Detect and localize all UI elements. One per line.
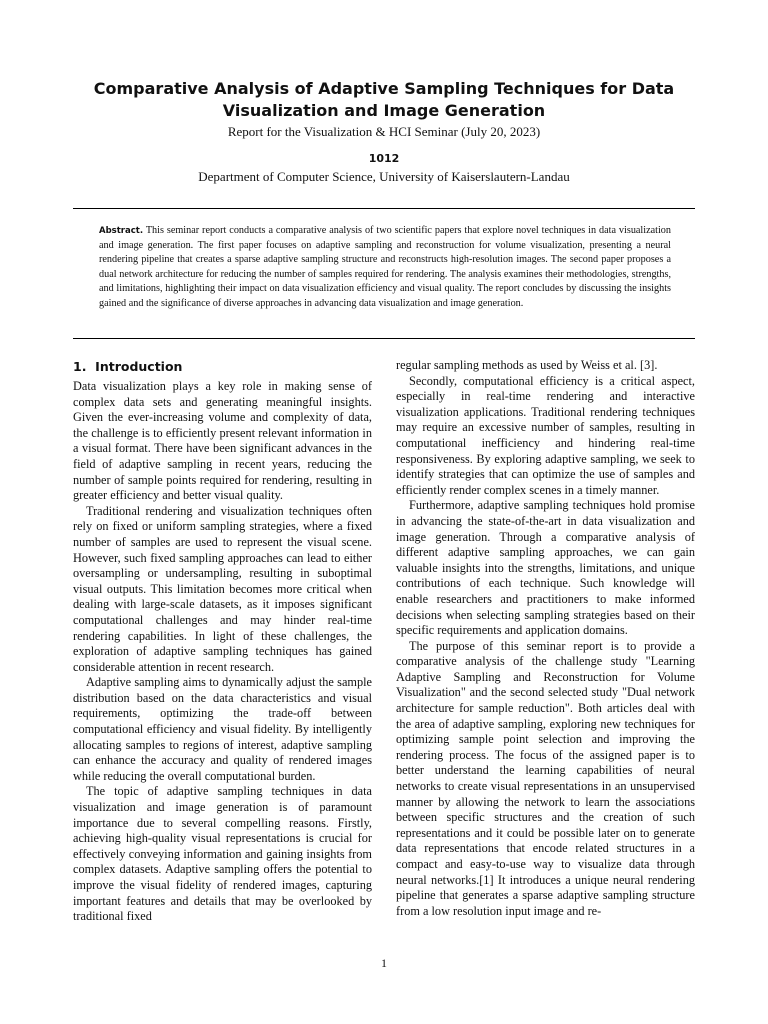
paragraph-4-continued: regular sampling methods as used by Weiss et al. [3]. xyxy=(396,358,658,372)
paragraph-1: Data visualization plays a key role in making sense of complex data sets and generating meaningful insights. Given the ever-increasing volume and complexity of data, the challenge is to efficiently present relevant information in a visual format. There have been significant advances in the field of adaptive sampling in recent years, reducing the number of sample points required for rendering, resulting in greater efficiency and better visual quality. xyxy=(73,379,372,503)
paper-title: Comparative Analysis of Adaptive Sampling Techniques for Data Visualization and Image Generation xyxy=(93,79,675,120)
abstract-bottom-rule xyxy=(73,338,695,339)
paper-subtitle: Report for the Visualization & HCI Seminar (July 20, 2023) xyxy=(227,124,541,139)
right-column xyxy=(396,358,695,919)
paragraph-5: Secondly, computational efficiency is a critical aspect, especially in real-time rendering and interactive visualization applications. Traditional rendering techniques may require an excessive number of samples, resulting in computational inefficiency and hindering real-time responsiveness. By exploring adaptive sampling, we seek to identify strategies that can optimize the use of samples and efficiently render complex scenes in a timely manner. xyxy=(396,373,695,497)
page-number: 1 xyxy=(381,956,387,970)
paragraph-2: Traditional rendering and visualization techniques often rely on fixed or uniform sampling strategies, where a fixed number of samples are used to represent the visual scene. However, such fixed sampling approaches can lead to either oversampling or undersampling, resulting in suboptimal visual outputs. This limitation becomes more critical when dealing with large-scale datasets, as it imposes significant computational challenges and may hinder real-time rendering capabilities. In light of these challenges, the exploration of adaptive sampling techniques has gained considerable attention in recent research. xyxy=(73,503,372,674)
abstract-top-rule xyxy=(73,208,695,209)
paragraph-3: Adaptive sampling aims to dynamically adjust the sample distribution based on the data characteristics and visual requirements, optimizing the trade-off between computational efficiency and visual fidelity. By intelligently allocating samples to regions of interest, adaptive sampling can enhance the accuracy and quality of rendered images while reducing the overall computational burden. xyxy=(73,675,372,783)
paragraph-6: Furthermore, adaptive sampling techniques hold promise in advancing the state-of-the-art in data visualization and image generation. Through a comparative analysis of different adaptive sampling approaches, we can gain valuable insights into the strengths, limitations, and unique contributions of each technique. Such knowledge will enable researchers and practitioners to make informed decisions when selecting sampling strategies based on their specific requirements and application domains. xyxy=(396,498,695,638)
section-number: 1. xyxy=(73,359,87,374)
abstract-text: This seminar report conducts a comparative analysis of two scientific papers that explore novel techniques in data visualization and image generation. The first paper focuses on adaptive sampling and reconstruction for volume visualization, presenting a neural rendering pipeline that creates a sparse adaptive sampling structure and reconstructs high-resolution images. The second paper proposes a dual network architecture for reducing the number of samples required for rendering. The analysis examines their methodologies, strengths, and limitations, highlighting their impact on data visualization efficiency and visual quality. The report concludes by discussing the insights gained and the significance of diverse approaches in advancing data visualization and image generation. xyxy=(99,225,671,309)
affiliation: Department of Computer Science, University of Kaiserslautern-Landau xyxy=(198,169,570,184)
author-id: 1012 xyxy=(368,152,400,165)
abstract-label: Abstract. xyxy=(99,226,144,236)
left-column xyxy=(73,358,372,925)
abstract xyxy=(99,224,671,312)
section-title: Introduction xyxy=(95,359,183,374)
section-heading xyxy=(73,358,372,376)
paragraph-4: The topic of adaptive sampling techniques in data visualization and image generation is of paramount importance due to several compelling reasons. Firstly, achieving high-quality visual representations is crucial for effectively conveying information and gaining insights from complex datasets. Adaptive sampling offers the potential to improve the visual fidelity of rendered images, capturing important features and details that may be overlooked by traditional fixed xyxy=(73,784,372,924)
paragraph-7: The purpose of this seminar report is to provide a comparative analysis of the challenge study "Learning Adaptive Sampling and Reconstruction for Volume Visualization" and the second selected study "Dual network architecture for sample reduction". Both articles deal with the area of adaptive sampling, exploring new techniques for optimizing sample point selection and improving the rendering process. The focus of the assigned paper is to better understand the learning capabilities of neural networks to create visual representations in an unsupervised manner by allowing the network to learn the associations between specific structures and the creation of such representations and it could be possible later on to generate data representations that encode related structures in a compact and easy-to-use way to visualize data through neural networks.[1] It introduces a unique neural rendering pipeline that generates a sparse adaptive sampling structure from a low resolution input image and re- xyxy=(396,638,695,918)
